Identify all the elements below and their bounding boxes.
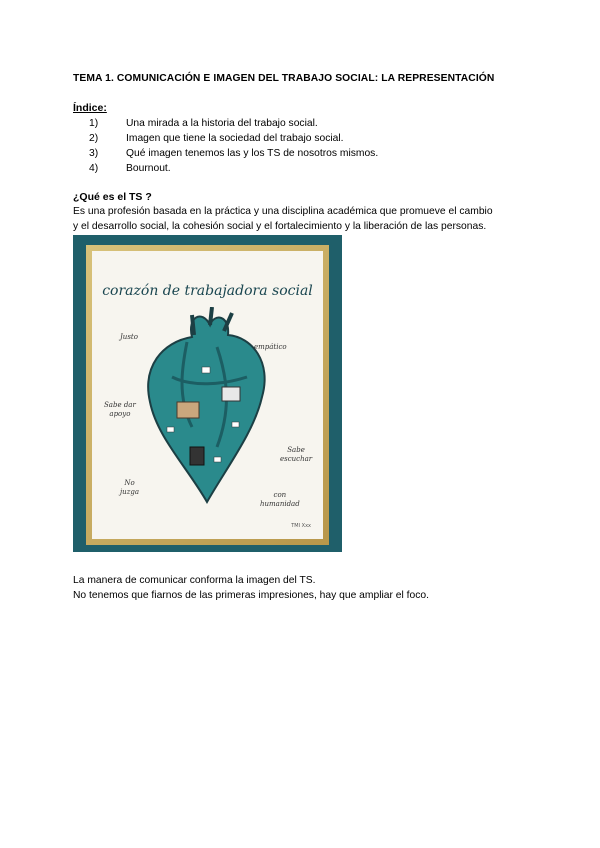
definition-paragraph [73,205,493,234]
artist-signature: TMI Xxx [291,523,311,529]
paragraph-line: La manera de comunicar conforma la imagen del TS. [73,575,316,586]
list-number: 1) [89,118,99,129]
list-text: Qué imagen tenemos las y los TS de nosotros mismos. [126,148,379,159]
illustration-title: corazón de trabajadora social [102,283,313,299]
label-humanidad: con humanidad [260,491,300,508]
list-number: 2) [89,133,99,144]
paragraph-line: No tenemos que fiarnos de las primeras impresiones, hay que ampliar el foco. [73,589,429,601]
list-text: Bournout. [126,163,171,174]
list-item [73,161,378,176]
label-sabe-dar-apoyo: Sabe dar apoyo [104,401,136,418]
list-text: Imagen que tiene la sociedad del trabajo social. [126,133,344,144]
list-item [73,116,378,131]
list-item [73,146,378,161]
label-sabe-escuchar: Sabe escuchar [280,446,313,463]
index-heading: Índice: [73,102,107,114]
section-heading: ¿Qué es el TS ? [73,191,152,203]
list-item [73,131,378,146]
heart-illustration [73,235,342,552]
list-text: Una mirada a la historia del trabajo social. [126,118,318,129]
list-number: 4) [89,163,99,174]
paragraph-line: Es una profesión basada en la práctica y una disciplina académica que promueve el cambio [73,206,493,217]
picture-frame [86,245,329,545]
document-title: TEMA 1. COMUNICACIÓN E IMAGEN DEL TRABAJO SOCIAL: LA REPRESENTACIÓN [73,73,495,84]
label-justo: Justo [120,333,138,341]
paragraph-line: y el desarrollo social, la cohesión social y el fortalecimiento y la liberación de las personas. [73,220,487,232]
label-empatico: empático [254,343,287,351]
list-number: 3) [89,148,99,159]
index-list [73,116,378,176]
illustration-paper [92,251,323,539]
closing-paragraph [73,574,429,603]
heart-drawing [132,307,282,507]
label-no-juzga: No juzga [120,479,140,496]
